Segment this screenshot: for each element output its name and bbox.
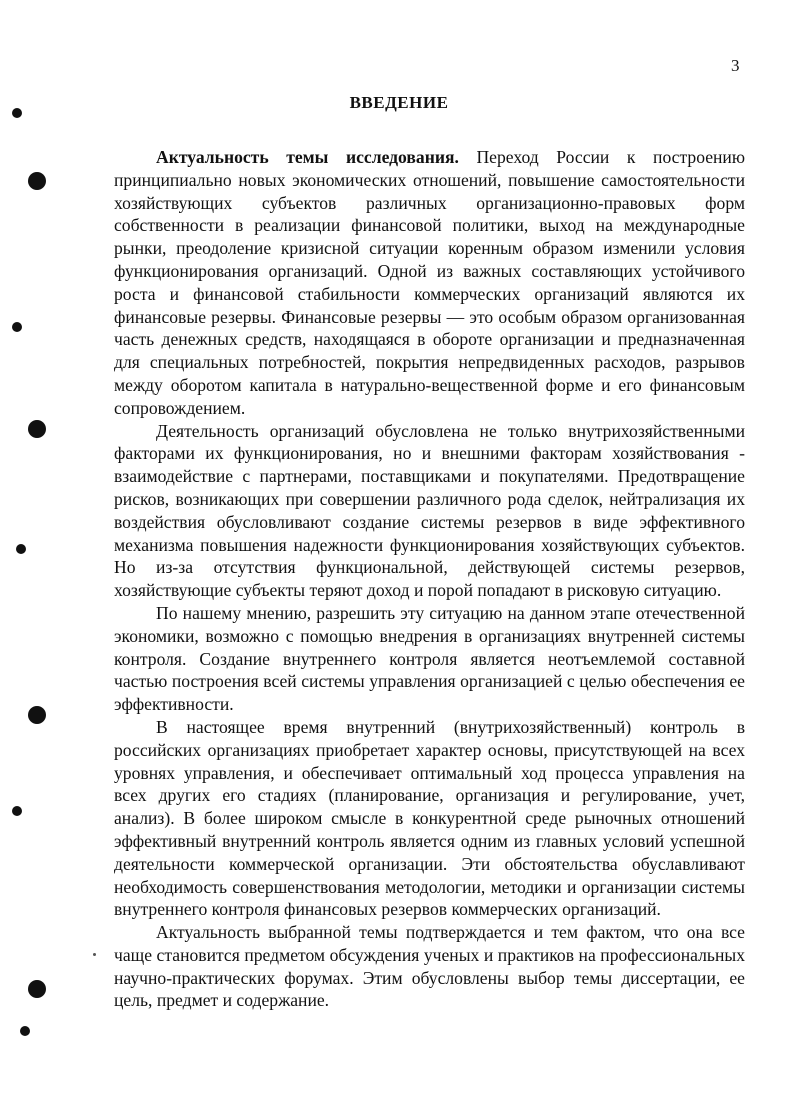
paragraph-2: Деятельность организаций обусловлена не только внутрихозяйственными факторами их функционирования, но и внешними факторам хозяйствования - взаимодействие с партнерами, поставщиками и покупателями. Предотвращение рисков, возникающих при совершении различного рода сделок, нейтрализация их воздействия обусловливают создание системы резервов в виде эффективного механизма повышения надежности функционирования хозяйствующих субъектов. Но из-за отсутствия функциональной, действующей системы резервов, хозяйствующие субъекты теряют доход и порой попадают в рисковую ситуацию.: [114, 420, 745, 601]
paragraph-5: Актуальность выбранной темы подтверждается и тем фактом, что она все чаще становится предметом обсуждения ученых и практиков на профессиональных научно-практических форумах. Этим обусловлены выбор темы диссертации, ее цель, предмет и содержание.: [114, 922, 745, 1011]
binding-hole-4: [28, 980, 46, 998]
scan-mark-3: [16, 544, 26, 554]
paragraph-3: По нашему мнению, разрешить эту ситуацию на данном этапе отечественной экономики, возможно с помощью внедрения в организациях внутренней системы контроля. Создание внутреннего контроля является неотъемлемой составной частью построения всей системы управления организацией с целью обеспечения ее эффективности.: [114, 602, 745, 715]
scan-mark-2: [12, 322, 22, 332]
binding-hole-2: [28, 420, 46, 438]
scan-mark-4: [12, 806, 22, 816]
page-number: 3: [731, 56, 740, 75]
body-text: [114, 146, 745, 1012]
paragraph-1-text: Переход России к построению принципиально новых экономических отношений, повышение самостоятельности хозяйствующих субъектов различных организационно-правовых форм собственности в реализации финансовой политики, выход на международные рынки, преодоление кризисной ситуации коренным образом изменили условия функционирования организаций. Одной из важных составляющих устойчивого роста и финансовой стабильности коммерческих организаций являются их финансовые резервы. Финансовые резервы — это особым образом организованная часть денежных средств, находящаяся в обороте организации и предназначенная для специальных потребностей, покрытия непредвиденных расходов, разрывов между оборотом капитала в натурально-вещественной форме и его финансовым сопровождением.: [114, 147, 745, 418]
paragraph-1-lead: Актуальность темы исследования.: [156, 147, 459, 167]
paragraph-1: [114, 146, 745, 420]
paragraph-4: В настоящее время внутренний (внутрихозяйственный) контроль в российских организациях приобретает характер основы, присутствующей на всех уровнях управления, и обеспечивает оптимальный ход процесса управления на всех других его стадиях (планирование, организация и регулирование, учет, анализ). В более широком смысле в конкурентной среде рыночных отношений эффективный внутренний контроль является одним из главных условий успешной деятельности коммерческой организации. Эти обстоятельства обуславливают необходимость совершенствования методологии, методики и организации системы внутреннего контроля финансовых резервов коммерческих организаций.: [114, 716, 745, 920]
scan-speck: [93, 953, 96, 956]
binding-hole-1: [28, 172, 46, 190]
scan-mark-5: [20, 1026, 30, 1036]
page-title: ВВЕДЕНИЕ: [349, 93, 449, 112]
binding-hole-3: [28, 706, 46, 724]
scan-mark-1: [12, 108, 22, 118]
